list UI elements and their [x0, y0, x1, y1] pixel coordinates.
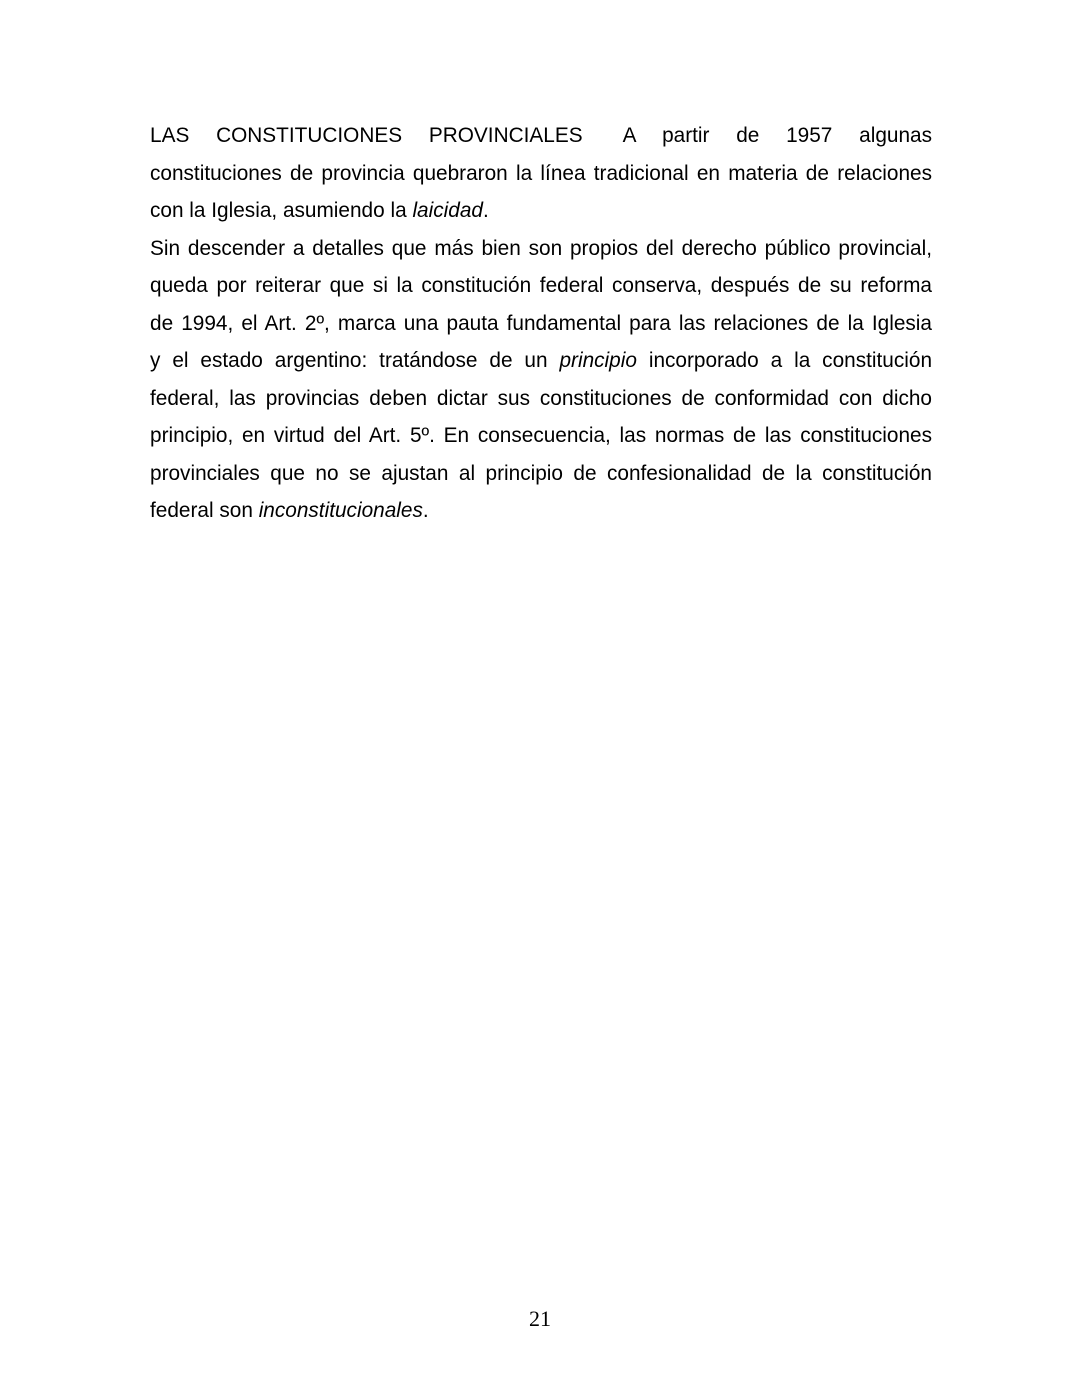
text-line: [150, 230, 932, 268]
page-number: 21: [529, 1306, 551, 1331]
text-segment: constituciones de provincia quebraron la línea tradicional en materia de relaciones: [150, 161, 932, 185]
italic-text: principio: [559, 349, 637, 372]
text-segment: LAS CONSTITUCIONES PROVINCIALES: [150, 124, 583, 147]
text-segment: con la Iglesia, asumiendo la: [150, 199, 413, 222]
text-segment: y el estado argentino: tratándose de un: [150, 349, 560, 372]
text-segment: provinciales que no se ajustan al principio de confesionalidad de la constitución: [150, 461, 932, 485]
text-segment: principio, en virtud del Art. 5º. En consecuencia, las normas de las constituciones: [150, 424, 932, 447]
text-line: [150, 192, 932, 230]
tab-space: [583, 141, 623, 142]
italic-text: inconstitucionales: [258, 499, 423, 522]
text-line: [150, 155, 932, 193]
text-line: [150, 492, 932, 530]
paragraph: [150, 230, 932, 530]
body-text: [150, 117, 932, 530]
text-line: [150, 342, 932, 380]
text-segment: Sin descender a detalles que más bien son propios del derecho público provincial,: [150, 236, 932, 260]
paragraph: [150, 117, 932, 230]
text-segment: .: [422, 499, 429, 522]
text-line: [150, 417, 932, 455]
text-line: [150, 267, 932, 305]
text-line: [150, 117, 932, 155]
text-segment: de 1994, el Art. 2º, marca una pauta fundamental para las relaciones de la Iglesia: [150, 311, 932, 335]
text-line: [150, 455, 932, 493]
text-line: [150, 305, 932, 343]
text-segment: federal son: [150, 499, 259, 522]
italic-text: laicidad: [412, 199, 483, 222]
text-segment: federal, las provincias deben dictar sus constituciones de conformidad con dicho: [150, 386, 932, 410]
text-segment: incorporado a la constitución: [636, 349, 933, 372]
text-segment: queda por reiterar que si la constitución federal conserva, después de su reforma: [150, 274, 932, 297]
text-line: [150, 380, 932, 418]
text-segment: A partir de 1957 algunas: [622, 124, 932, 147]
text-segment: .: [482, 199, 489, 222]
